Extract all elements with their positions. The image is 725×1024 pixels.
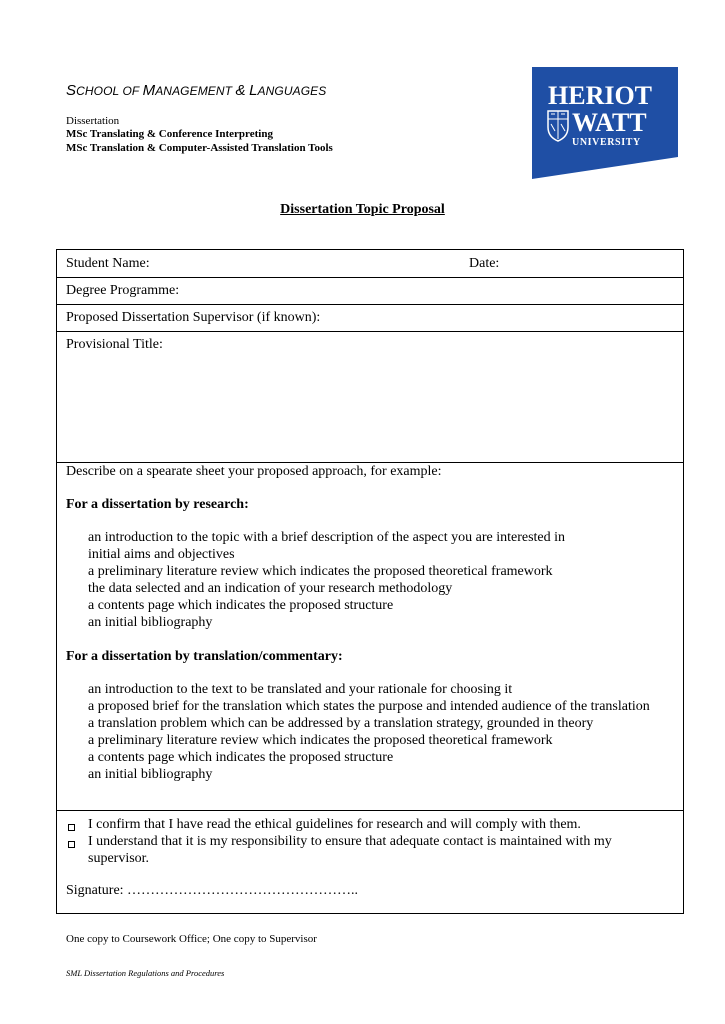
contact-checkbox[interactable] xyxy=(68,841,75,848)
research-item: the data selected and an indication of your research methodology xyxy=(88,581,453,596)
copies-note: One copy to Coursework Office; One copy to Supervisor xyxy=(66,933,317,945)
logo-line3: UNIVERSITY xyxy=(572,137,641,148)
logo-line2: WATT xyxy=(572,108,647,137)
student-name-label: Student Name: xyxy=(66,256,150,271)
supervisor-row[interactable] xyxy=(57,305,683,332)
research-item: an initial bibliography xyxy=(88,615,213,630)
degree-label: Degree Programme: xyxy=(66,283,180,298)
research-heading: For a dissertation by research: xyxy=(66,497,249,512)
translation-item: a preliminary literature review which indicates the proposed theoretical framework xyxy=(88,733,553,748)
supervisor-label: Proposed Dissertation Supervisor (if known): xyxy=(66,310,321,325)
translation-item: an introduction to the text to be translated and your rationale for choosing it xyxy=(88,682,513,697)
translation-item: an initial bibliography xyxy=(88,767,213,782)
translation-item: a proposed brief for the translation which states the purpose and intended audience of the translation xyxy=(88,699,650,714)
research-item: initial aims and objectives xyxy=(88,547,235,562)
logo-line1: HERIOT xyxy=(548,81,653,110)
doc-type: Dissertation xyxy=(66,115,120,127)
confirmation-section xyxy=(57,811,683,913)
university-logo xyxy=(532,67,678,179)
confirm-ethics-text: I confirm that I have read the ethical guidelines for research and will comply with them. xyxy=(88,817,581,832)
translation-item: a contents page which indicates the proposed structure xyxy=(88,750,394,765)
confirm-contact-text-cont: supervisor. xyxy=(88,851,150,866)
proposal-form xyxy=(56,249,684,914)
describe-intro: Describe on a spearate sheet your proposed approach, for example: xyxy=(66,464,442,479)
programme-1: MSc Translating & Conference Interpreting xyxy=(66,128,273,140)
provisional-title-label: Provisional Title: xyxy=(66,337,163,352)
translation-heading: For a dissertation by translation/commentary: xyxy=(66,649,343,664)
research-item: an introduction to the topic with a brief description of the aspect you are interested in xyxy=(88,530,566,545)
source-note: SML Dissertation Regulations and Procedures xyxy=(66,968,225,978)
degree-row[interactable] xyxy=(57,278,683,305)
programme-2: MSc Translation & Computer-Assisted Translation Tools xyxy=(66,142,333,154)
research-item: a contents page which indicates the proposed structure xyxy=(88,598,394,613)
confirm-contact-text: I understand that it is my responsibility to ensure that adequate contact is maintained with my xyxy=(88,834,612,849)
signature-line[interactable]: Signature: ………………………………………….. xyxy=(66,883,359,898)
research-item: a preliminary literature review which indicates the proposed theoretical framework xyxy=(88,564,553,579)
school-name: SCHOOL OF MANAGEMENT & LANGUAGES xyxy=(66,82,327,99)
translation-item: a translation problem which can be addressed by a translation strategy, grounded in theory xyxy=(88,716,594,731)
ethics-checkbox[interactable] xyxy=(68,824,75,831)
student-row[interactable] xyxy=(57,250,683,278)
form-title: Dissertation Topic Proposal xyxy=(280,202,445,217)
date-label: Date: xyxy=(469,256,500,271)
title-row[interactable] xyxy=(57,332,683,463)
approach-section xyxy=(57,463,683,811)
